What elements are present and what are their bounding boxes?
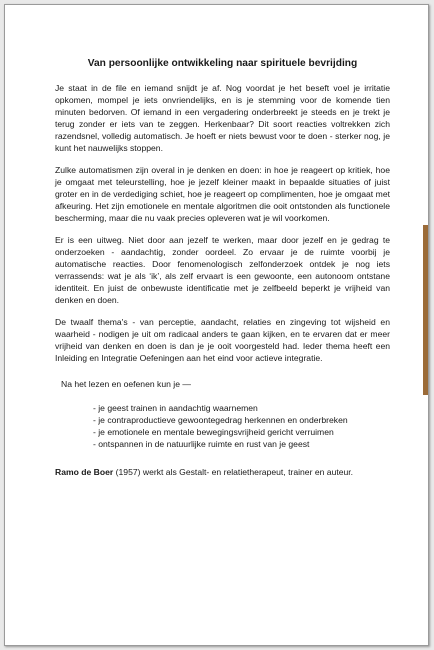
benefits-list <box>93 402 390 450</box>
benefits-lead-in: Na het lezen en oefenen kun je — <box>61 379 191 389</box>
author-bio <box>55 466 390 478</box>
document-title: Van persoonlijke ontwikkeling naar spirituele bevrijding <box>87 58 358 69</box>
list-item: - ontspannen in de natuurlijke ruimte en rust van je geest <box>93 439 310 449</box>
list-item: - je emotionele en mentale bewegingsvrijheid gericht verruimen <box>93 427 334 437</box>
list-item: - je contraproductieve gewoontegedrag herkennen en onderbreken <box>93 415 348 425</box>
document-page <box>4 4 429 646</box>
paragraph-intro: Je staat in de file en iemand snijdt je af. Nog voordat je het beseft voel je irritatie opkomen, mompel je iets onvriendelijks, en is je stemming voor de komende tien minuten bedorven. Of iemand in een vergadering onderbreekt je steeds en je trekt je terug zonder er iets van te zeggen. Herkenbaar? Dit soort reacties voltrekken zich razendsnel, volledig automatisch. Je hoeft er niets bewust voor te doen - sterker nog, je kunt het nauwelijks stoppen. <box>55 83 390 153</box>
page-edge-tab <box>423 225 428 395</box>
paragraph-themes: De twaalf thema's - van perceptie, aandacht, relaties en zingeving tot wijsheid en waarheid - nodigen je uit om radicaal anders te gaan kijken, en te ervaren dat er meer vrijheid van denken en doen is dan je je ooit voorgesteld had. Ieder thema heeft een Inleiding en Integratie Oefeningen aan het eind voor actieve integratie. <box>55 317 390 363</box>
paragraph-way-out: Er is een uitweg. Niet door aan jezelf te werken, maar door jezelf en je gedrag te onderzoeken - aandachtig, zonder oordeel. Zo ervaar je de ruimte voorbij je automatische reacties. Door fenomenologisch zelfonderzoek ontdek je nog iets verrassends: wat je als ‘ik’, als zelf ervaart is een gewoonte, een autonoom ontstane identiteit. En juist de onbewuste identificatie met je zelfbeeld beperkt je vrijheid van denken en doen. <box>55 235 390 305</box>
list-item: - je geest trainen in aandachtig waarnemen <box>93 403 258 413</box>
author-description: (1957) werkt als Gestalt- en relatietherapeut, trainer en auteur. <box>113 467 354 477</box>
document-body <box>55 58 390 488</box>
author-name: Ramo de Boer <box>55 467 114 477</box>
paragraph-automatisms: Zulke automatismen zijn overal in je denken en doen: in hoe je reageert op kritiek, hoe je omgaat met teleurstelling, hoe je jezelf kleiner maakt in bepaalde situaties of juist groter en in de verdediging schiet, hoe je reageert op complimenten, hoe je omgaat met afkeuring. Het zijn emotionele en mentale algoritmen die ooit ontstonden als functionele bescherming, maar die nu vaak precies opleveren wat je wil voorkomen. <box>55 165 390 223</box>
